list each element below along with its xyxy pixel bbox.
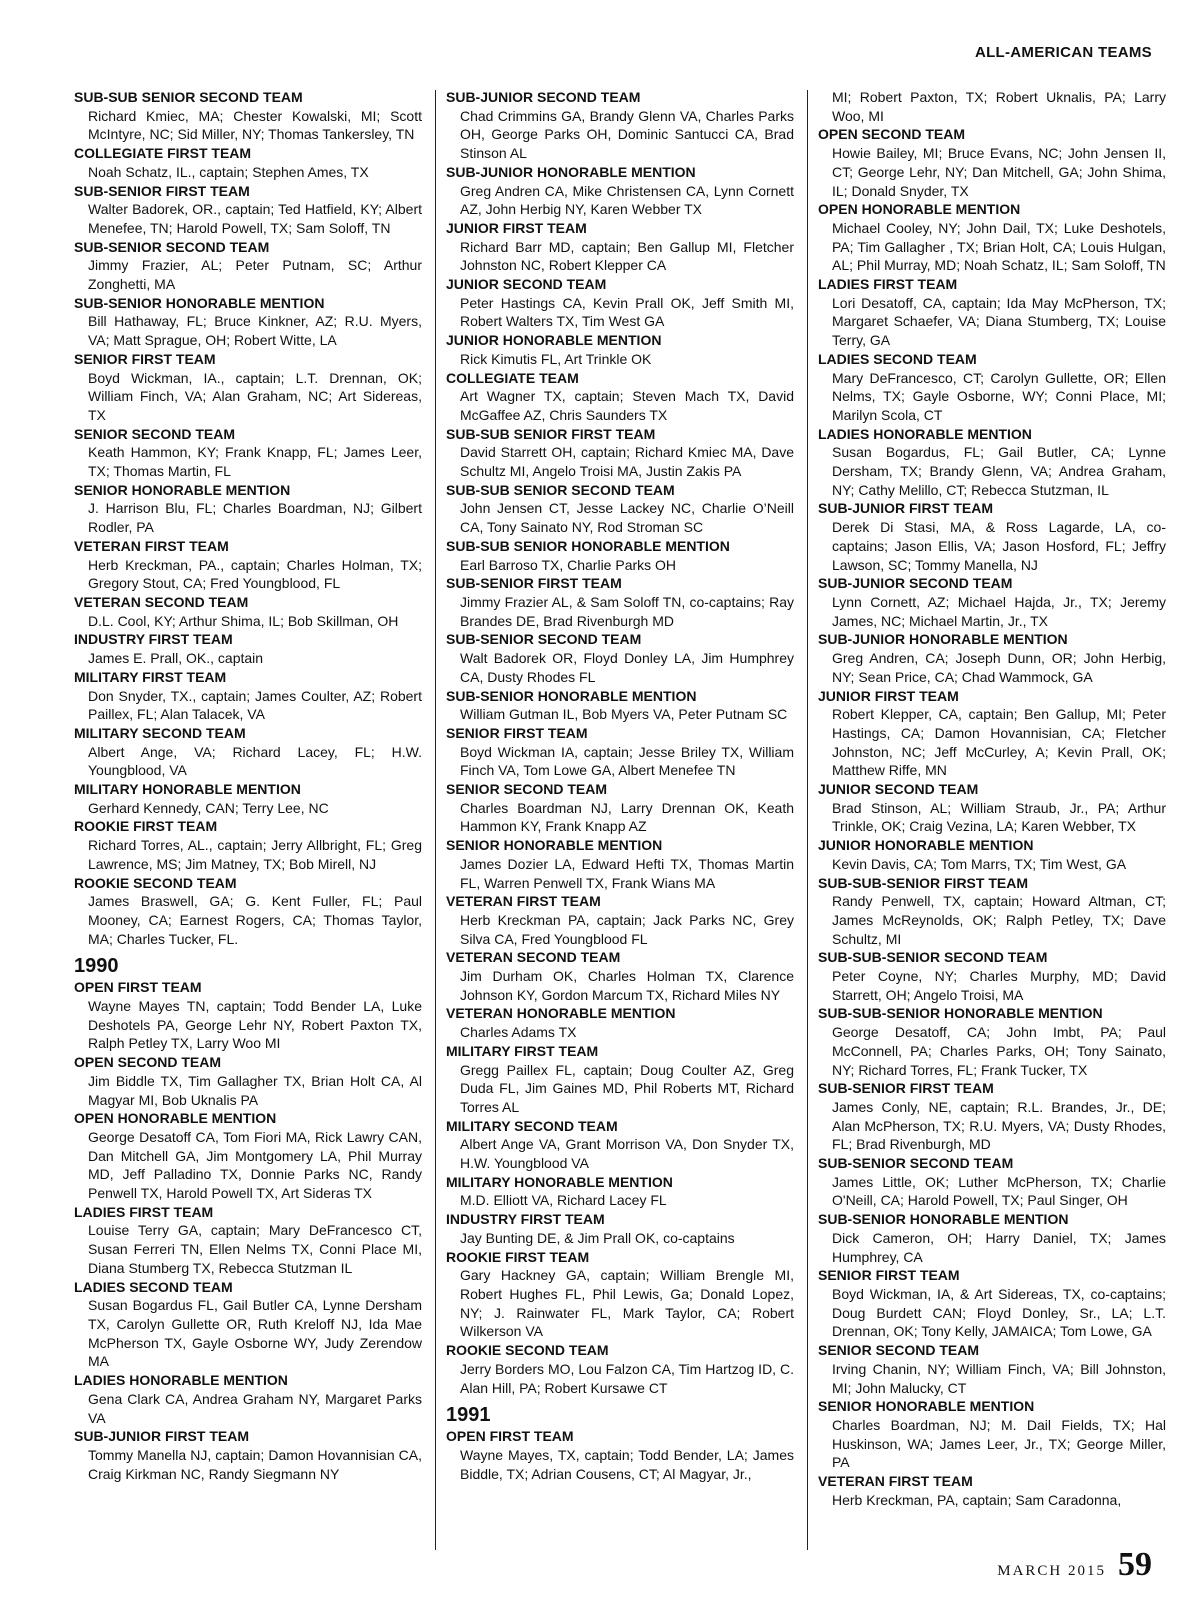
team-entry: [74, 780, 422, 817]
team-members: Brad Stinson, AL; William Straub, Jr., PA; Arthur Trinkle, OK; Craig Vezina, LA; Karen Webber, TX: [832, 799, 1166, 835]
team-members: James Conly, NE, captain; R.L. Brandes, Jr., DE; Alan McPherson, TX; R.U. Myers, VA; Dusty Rhodes, FL; Brad Rivenburgh, MD: [832, 1098, 1166, 1153]
team-members: Michael Cooley, NY; John Dail, TX; Luke Deshotels, PA; Tim Gallagher , TX; Brian Holt, CA; Louis Hulgan, AL; Phil Murray, MD; Noah Schatz, IL; Sam Soloff, TN: [832, 219, 1166, 274]
team-members: Walter Badorek, OR., captain; Ted Hatfield, KY; Albert Menefee, TN; Harold Powell, TX; Sam Soloff, TN: [88, 201, 422, 236]
year-heading: 1991: [446, 1404, 491, 1427]
team-entry: [446, 892, 794, 948]
year-block: [446, 1403, 794, 1427]
team-members: Susan Bogardus FL, Gail Butler CA, Lynne Dersham TX, Carolyn Gullette OR, Ruth Kreloff NJ, Ida Mae McPherson TX, Gayle Osborne WY, Judy Zerendow MA: [88, 1297, 422, 1370]
team-members: Walt Badorek OR, Floyd Donley LA, Jim Humphrey CA, Dusty Rhodes FL: [460, 650, 794, 685]
team-entry: [818, 574, 1166, 630]
team-entry: [74, 350, 422, 425]
team-heading: SUB-SUB-SENIOR FIRST TEAM: [818, 874, 1028, 891]
team-entry: [818, 1004, 1166, 1079]
team-heading: SUB-JUNIOR SECOND TEAM: [446, 89, 641, 105]
team-entry: [74, 481, 422, 537]
team-members: Dick Cameron, OH; Harry Daniel, TX; James Humphrey, CA: [832, 1229, 1166, 1265]
team-heading: SENIOR SECOND TEAM: [818, 1342, 980, 1359]
team-entry: [446, 724, 794, 780]
team-members: Howie Bailey, MI; Bruce Evans, NC; John Jensen II, CT; George Lehr, NY; Dan Mitchell, GA; John Shima, IL; Donald Snyder, TX: [832, 145, 1166, 199]
team-members: Greg Andren CA, Mike Christensen CA, Lynn Cornett AZ, John Herbig NY, Karen Webber TX: [460, 182, 794, 218]
team-entry: [446, 1004, 794, 1041]
team-entry: [74, 1109, 422, 1203]
team-members: Earl Barroso TX, Charlie Parks OH: [460, 556, 677, 573]
team-entry: [818, 1266, 1166, 1341]
team-entry: [446, 780, 794, 836]
team-members: Keath Hammon, KY; Frank Knapp, FL; James Leer, TX; Thomas Martin, FL: [88, 444, 422, 480]
team-heading: SENIOR FIRST TEAM: [818, 1267, 960, 1284]
team-heading: SUB-SENIOR HONORABLE MENTION: [818, 1211, 1069, 1228]
team-heading: SUB-JUNIOR HONORABLE MENTION: [446, 163, 696, 180]
team-members: Boyd Wickman, IA., captain; L.T. Drennan, OK; William Finch, VA; Alan Graham, NC; Art Sidereas, TX: [88, 369, 422, 423]
team-heading: COLLEGIATE FIRST TEAM: [74, 145, 252, 162]
team-entry: [446, 163, 794, 219]
team-heading: OPEN HONORABLE MENTION: [818, 201, 1021, 218]
team-members: David Starrett OH, captain; Richard Kmiec MA, Dave Schultz MI, Angelo Troisi MA, Justin Zakis PA: [460, 444, 794, 480]
team-members: Richard Torres, AL., captain; Jerry Allbright, FL; Greg Lawrence, MS; Jim Matney, TX; Bob Mirell, NJ: [88, 837, 422, 872]
team-heading: JUNIOR FIRST TEAM: [446, 219, 587, 236]
team-members: Don Snyder, TX., captain; James Coulter, AZ; Robert Paillex, FL; Alan Talacek, VA: [88, 687, 422, 723]
team-entry: [818, 1210, 1166, 1266]
team-heading: VETERAN FIRST TEAM: [446, 893, 601, 910]
team-members: Charles Boardman NJ, Larry Drennan OK, Keath Hammon KY, Frank Knapp AZ: [460, 799, 794, 835]
team-heading: SUB-SENIOR SECOND TEAM: [74, 238, 270, 255]
team-entry: [818, 836, 1166, 873]
team-entry: [74, 668, 422, 724]
team-members: Tommy Manella NJ, captain; Damon Hovannisian CA, Craig Kirkman NC, Randy Siegmann NY: [88, 1446, 422, 1482]
team-members: Peter Coyne, NY; Charles Murphy, MD; David Starrett, OH; Angelo Troisi, MA: [832, 968, 1166, 1003]
team-entry: [74, 182, 422, 238]
team-heading: LADIES SECOND TEAM: [74, 1278, 233, 1295]
team-heading: LADIES HONORABLE MENTION: [818, 425, 1032, 442]
team-entry: [74, 630, 422, 667]
team-heading: ROOKIE FIRST TEAM: [74, 818, 218, 835]
team-heading: ROOKIE FIRST TEAM: [446, 1248, 590, 1265]
team-members: Charles Boardman, NJ; M. Dail Fields, TX; Hal Huskinson, WA; James Leer, Jr., TX; George Miller, PA: [832, 1416, 1166, 1471]
team-entry: [446, 275, 794, 331]
team-entry: [446, 331, 794, 368]
team-heading: ROOKIE SECOND TEAM: [74, 874, 237, 891]
team-entry: [74, 294, 422, 350]
team-heading: VETERAN FIRST TEAM: [74, 537, 229, 554]
team-members: Gena Clark CA, Andrea Graham NY, Margaret Parks VA: [88, 1390, 422, 1426]
team-members: Robert Klepper, CA, captain; Ben Gallup, MI; Peter Hastings, CA; Damon Hovannisian, CA; Fletcher Johnston, NC; Jeff McCurley, A; Kevin Prall, OK; Matthew Riffe, MN: [832, 706, 1166, 779]
column-divider: [807, 90, 808, 1550]
team-heading: OPEN SECOND TEAM: [818, 126, 966, 143]
team-members: James Little, OK; Luther McPherson, TX; Charlie O'Neill, CA; Harold Powell, TX; Paul Singer, OH: [832, 1173, 1166, 1209]
team-heading: INDUSTRY FIRST TEAM: [446, 1211, 605, 1228]
team-entry: [74, 1371, 422, 1427]
team-heading: OPEN SECOND TEAM: [74, 1054, 222, 1071]
team-entry: [446, 1248, 794, 1342]
team-heading: SUB-JUNIOR FIRST TEAM: [74, 1428, 249, 1445]
team-members: Art Wagner TX, captain; Steven Mach TX, David McGaffee AZ, Chris Saunders TX: [460, 388, 794, 423]
team-heading: SUB-SENIOR FIRST TEAM: [818, 1080, 994, 1097]
team-entry: [446, 1042, 794, 1117]
team-entry: [818, 200, 1166, 275]
team-members: Richard Barr MD, captain; Ben Gallup MI, Fletcher Johnston NC, Robert Klepper CA: [460, 238, 794, 274]
team-entry: [818, 350, 1166, 425]
team-members: Rick Kimutis FL, Art Trinkle OK: [460, 350, 652, 367]
page-number: 59: [1118, 1546, 1152, 1583]
team-members: Herb Kreckman, PA., captain; Charles Holman, TX; Gregory Stout, CA; Fred Youngblood, FL: [88, 556, 422, 592]
year-heading: 1990: [74, 955, 119, 978]
team-entry: [818, 499, 1166, 574]
team-members: Derek Di Stasi, MA, & Ross Lagarde, LA, co-captains; Jason Ellis, VA; Jason Hosford, FL; Jeffry Lawson, SC; Tommy Manella, NJ: [832, 519, 1166, 573]
team-members: Irving Chanin, NY; William Finch, VA; Bill Johnston, MI; John Malucky, CT: [832, 1360, 1166, 1396]
team-entry: [446, 425, 794, 481]
team-entry: [74, 874, 422, 949]
team-heading: SENIOR FIRST TEAM: [74, 350, 216, 367]
team-heading: MILITARY FIRST TEAM: [446, 1042, 599, 1059]
team-entry: [818, 125, 1166, 200]
team-members: Bill Hathaway, FL; Bruce Kinkner, AZ; R.U. Myers, VA; Matt Sprague, OH; Robert Witte, LA: [88, 313, 422, 349]
team-heading: SUB-JUNIOR FIRST TEAM: [818, 500, 993, 517]
year-block: [74, 954, 422, 978]
team-entry: [74, 144, 422, 181]
team-entry: [818, 1079, 1166, 1154]
team-entry: [446, 369, 794, 425]
team-members: Charles Adams TX: [460, 1024, 577, 1041]
team-members: Susan Bogardus, FL; Gail Butler, CA; Lynne Dersham, TX; Brandy Glenn, VA; Andrea Graham, NY; Cathy Melillo, CT; Rebecca Stutzman, IL: [832, 444, 1166, 498]
team-members: Lori Desatoff, CA, captain; Ida May McPherson, TX; Margaret Schaefer, VA; Diana Stumberg, TX; Louise Terry, GA: [832, 294, 1166, 349]
team-heading: SUB-SENIOR HONORABLE MENTION: [74, 294, 325, 311]
team-entry: [74, 537, 422, 593]
team-heading: ROOKIE SECOND TEAM: [446, 1342, 609, 1359]
team-members: John Jensen CT, Jesse Lackey NC, Charlie O’Neill CA, Tony Sainato NY, Rod Stroman SC: [460, 500, 794, 536]
team-members: Herb Kreckman PA, captain; Jack Parks NC, Grey Silva CA, Fred Youngblood FL: [460, 911, 794, 947]
team-members: Albert Ange VA, Grant Morrison VA, Don Snyder TX, H.W. Youngblood VA: [460, 1136, 794, 1172]
team-heading: MILITARY HONORABLE MENTION: [74, 781, 301, 798]
team-heading: SUB-SENIOR SECOND TEAM: [818, 1155, 1014, 1172]
team-heading: SUB-SUB-SENIOR HONORABLE MENTION: [818, 1005, 1103, 1022]
team-heading: SENIOR SECOND TEAM: [446, 781, 608, 798]
team-entry: [818, 1154, 1166, 1210]
issue-date: MARCH 2015: [997, 1563, 1106, 1579]
section-header: ALL-AMERICAN TEAMS: [974, 44, 1152, 61]
team-heading: LADIES FIRST TEAM: [818, 276, 958, 293]
team-entry: [446, 88, 794, 163]
team-heading: COLLEGIATE TEAM: [446, 369, 579, 386]
team-entry: [818, 780, 1166, 836]
team-heading: VETERAN FIRST TEAM: [818, 1473, 973, 1490]
team-heading: MILITARY SECOND TEAM: [446, 1117, 618, 1134]
team-heading: VETERAN SECOND TEAM: [74, 593, 249, 610]
column-divider: [435, 90, 436, 1550]
team-heading: MILITARY HONORABLE MENTION: [446, 1173, 673, 1190]
team-heading: VETERAN HONORABLE MENTION: [446, 1005, 676, 1022]
team-members: Jay Bunting DE, & Jim Prall OK, co-captains: [460, 1229, 735, 1246]
team-members: Greg Andren, CA; Joseph Dunn, OR; John Herbig, NY; Sean Price, CA; Chad Wammock, GA: [832, 650, 1166, 685]
team-members: Louise Terry GA, captain; Mary DeFrancesco CT, Susan Ferreri TN, Ellen Nelms TX, Conni Place MI, Diana Stumberg TX, Rebecca Stutzman IL: [88, 1222, 422, 1276]
team-entry: [446, 1117, 794, 1173]
team-entry: [74, 593, 422, 630]
team-members: Herb Kreckman, PA, captain; Sam Caradonna,: [832, 1491, 1122, 1508]
team-heading: SENIOR SECOND TEAM: [74, 425, 236, 442]
team-heading: INDUSTRY FIRST TEAM: [74, 631, 233, 648]
team-heading: JUNIOR SECOND TEAM: [446, 276, 607, 293]
team-heading: LADIES SECOND TEAM: [818, 350, 977, 367]
team-members: MI; Robert Paxton, TX; Robert Uknalis, PA; Larry Woo, MI: [832, 89, 1166, 124]
team-heading: JUNIOR SECOND TEAM: [818, 781, 979, 798]
team-heading: SUB-SENIOR HONORABLE MENTION: [446, 687, 697, 704]
team-heading: VETERAN SECOND TEAM: [446, 949, 621, 966]
team-heading: OPEN HONORABLE MENTION: [74, 1110, 277, 1127]
team-members: William Gutman IL, Bob Myers VA, Peter Putnam SC: [460, 706, 788, 723]
team-entry: [818, 425, 1166, 500]
team-members: Gerhard Kennedy, CAN; Terry Lee, NC: [88, 799, 329, 816]
team-heading: SUB-SUB SENIOR SECOND TEAM: [74, 89, 303, 105]
team-entry: [74, 1203, 422, 1278]
team-heading: SENIOR FIRST TEAM: [446, 724, 588, 741]
team-entry: [74, 1427, 422, 1483]
team-members: George Desatoff, CA; John Imbt, PA; Paul McConnell, PA; Charles Parks, OH; Tony Sainato, NY; Richard Torres, FL; Frank Tucker, TX: [832, 1024, 1166, 1078]
team-members: Jimmy Frazier, AL; Peter Putnam, SC; Arthur Zonghetti, MA: [88, 257, 422, 293]
team-heading: SUB-SENIOR SECOND TEAM: [446, 631, 642, 648]
team-entry: [74, 425, 422, 481]
team-entry: [818, 948, 1166, 1004]
team-heading: LADIES FIRST TEAM: [74, 1203, 214, 1220]
team-heading: MILITARY FIRST TEAM: [74, 668, 227, 685]
team-entry: [818, 630, 1166, 686]
team-members: James E. Prall, OK., captain: [88, 650, 264, 667]
team-entry: [446, 1341, 794, 1397]
team-heading: SUB-JUNIOR HONORABLE MENTION: [818, 631, 1068, 648]
team-heading: SUB-JUNIOR SECOND TEAM: [818, 575, 1013, 592]
team-entry: [74, 724, 422, 780]
team-entry: [446, 219, 794, 275]
team-members: George Desatoff CA, Tom Fiori MA, Rick Lawry CAN, Dan Mitchell GA, Jim Montgomery LA, Phil Murray MD, Jeff Palladino TX, Donnie Parks NC, Randy Penwell TX, Harold Powell TX, Art Sideras TX: [88, 1128, 422, 1202]
team-entry: [74, 238, 422, 294]
team-entry: [74, 88, 422, 144]
team-heading: SUB-SUB-SENIOR SECOND TEAM: [818, 949, 1048, 966]
team-entry: [446, 1173, 794, 1210]
team-members: James Braswell, GA; G. Kent Fuller, FL; Paul Mooney, CA; Earnest Rogers, CA; Thomas Taylor, MA; Charles Tucker, FL.: [88, 893, 422, 947]
team-heading: SUB-SUB SENIOR FIRST TEAM: [446, 425, 656, 442]
team-entry: [446, 836, 794, 892]
team-entry: [446, 537, 794, 574]
team-heading: SENIOR HONORABLE MENTION: [74, 481, 291, 498]
team-entry: [446, 481, 794, 537]
team-members: Noah Schatz, IL., captain; Stephen Ames, TX: [88, 163, 369, 180]
team-entry: [818, 1341, 1166, 1397]
team-heading: SENIOR HONORABLE MENTION: [818, 1398, 1035, 1415]
team-entry: [446, 687, 794, 724]
team-heading: SUB-SENIOR FIRST TEAM: [446, 575, 622, 592]
team-entry: [446, 1427, 794, 1483]
team-heading: MILITARY SECOND TEAM: [74, 724, 246, 741]
team-members: Mary DeFrancesco, CT; Carolyn Gullette, OR; Ellen Nelms, TX; Gayle Osborne, WY; Conni Place, MI; Marilyn Scola, CT: [832, 369, 1166, 423]
team-members: Randy Penwell, TX, captain; Howard Altman, CT; James McReynolds, OK; Ralph Petley, TX; Dave Schultz, MI: [832, 893, 1166, 947]
team-heading: JUNIOR HONORABLE MENTION: [446, 332, 662, 349]
team-heading: SUB-SUB SENIOR SECOND TEAM: [446, 481, 675, 498]
team-entry: [74, 1053, 422, 1109]
team-members: Gregg Paillex FL, captain; Doug Coulter AZ, Greg Duda FL, Jim Gaines MD, Phil Roberts MT, Richard Torres AL: [460, 1061, 794, 1115]
team-heading: JUNIOR HONORABLE MENTION: [818, 837, 1034, 854]
team-entry: [74, 817, 422, 873]
team-members: Wayne Mayes TN, captain; Todd Bender LA, Luke Deshotels PA, George Lehr NY, Robert Paxton TX, Ralph Petley TX, Larry Woo MI: [88, 998, 422, 1052]
team-entry: [818, 275, 1166, 350]
team-heading: SUB-SENIOR FIRST TEAM: [74, 182, 250, 199]
team-entry: [74, 978, 422, 1053]
team-heading: JUNIOR FIRST TEAM: [818, 687, 959, 704]
team-members: Gary Hackney GA, captain; William Brengle MI, Robert Hughes FL, Phil Lewis, Ga; Donald Lopez, NY; J. Rainwater FL, Mark Taylor, CA; Robert Wilkerson VA: [460, 1267, 794, 1340]
team-members: Albert Ange, VA; Richard Lacey, FL; H.W. Youngblood, VA: [88, 743, 422, 779]
team-members: Wayne Mayes, TX, captain; Todd Bender, LA; James Biddle, TX; Adrian Cousens, CT; Al Magyar, Jr.,: [460, 1446, 794, 1482]
team-entry: [818, 1397, 1166, 1472]
team-members: Jerry Borders MO, Lou Falzon CA, Tim Hartzog ID, C. Alan Hill, PA; Robert Kursawe CT: [460, 1360, 794, 1396]
team-members: Jim Durham OK, Charles Holman TX, Clarence Johnson KY, Gordon Marcum TX, Richard Miles NY: [460, 968, 794, 1003]
team-entry: [446, 574, 794, 630]
team-members: Boyd Wickman, IA, & Art Sidereas, TX, co-captains; Doug Burdett CAN; Floyd Donley, Sr., LA; L.T. Drennan, OK; Tony Kelly, JAMAICA; Tom Lowe, GA: [832, 1286, 1166, 1340]
team-entry: [818, 687, 1166, 781]
team-entry: [74, 1278, 422, 1372]
team-members: James Dozier LA, Edward Hefti TX, Thomas Martin FL, Warren Penwell TX, Frank Wians MA: [460, 855, 794, 891]
team-members: Chad Crimmins GA, Brandy Glenn VA, Charles Parks OH, George Parks OH, Dominic Santucci CA, Brad Stinson AL: [460, 107, 794, 162]
column-1: [74, 88, 422, 1483]
team-members: Jim Biddle TX, Tim Gallagher TX, Brian Holt CA, Al Magyar MI, Bob Uknalis PA: [88, 1072, 422, 1108]
team-members: Richard Kmiec, MA; Chester Kowalski, MI; Scott McIntyre, NC; Sid Miller, NY; Thomas Tankersley, TN: [88, 107, 422, 143]
team-entry: [446, 1210, 794, 1247]
team-members: Lynn Cornett, AZ; Michael Hajda, Jr., TX; Jeremy James, NC; Michael Martin, Jr., TX: [832, 593, 1166, 629]
team-heading: LADIES HONORABLE MENTION: [74, 1372, 288, 1389]
team-members: Peter Hastings CA, Kevin Prall OK, Jeff Smith MI, Robert Walters TX, Tim West GA: [460, 294, 794, 330]
column-2: [446, 88, 794, 1483]
team-heading: SENIOR HONORABLE MENTION: [446, 837, 663, 854]
team-entry: [818, 874, 1166, 949]
team-members: Jimmy Frazier AL, & Sam Soloff TN, co-captains; Ray Brandes DE, Brad Rivenburgh MD: [460, 593, 794, 629]
column-3: [818, 88, 1166, 1509]
team-members: J. Harrison Blu, FL; Charles Boardman, NJ; Gilbert Rodler, PA: [88, 500, 422, 536]
team-entry: [818, 88, 1166, 125]
team-heading: OPEN FIRST TEAM: [446, 1428, 574, 1445]
team-members: D.L. Cool, KY; Arthur Shima, IL; Bob Skillman, OH: [88, 612, 399, 629]
team-entry: [818, 1472, 1166, 1509]
team-entry: [446, 948, 794, 1004]
page-footer: [997, 1546, 1152, 1584]
team-heading: OPEN FIRST TEAM: [74, 979, 202, 996]
team-members: Boyd Wickman IA, captain; Jesse Briley TX, William Finch VA, Tom Lowe GA, Albert Menefee TN: [460, 743, 794, 779]
team-entry: [446, 630, 794, 686]
team-members: M.D. Elliott VA, Richard Lacey FL: [460, 1192, 667, 1209]
team-heading: SUB-SUB SENIOR HONORABLE MENTION: [446, 537, 730, 554]
team-members: Kevin Davis, CA; Tom Marrs, TX; Tim West, GA: [832, 855, 1127, 872]
